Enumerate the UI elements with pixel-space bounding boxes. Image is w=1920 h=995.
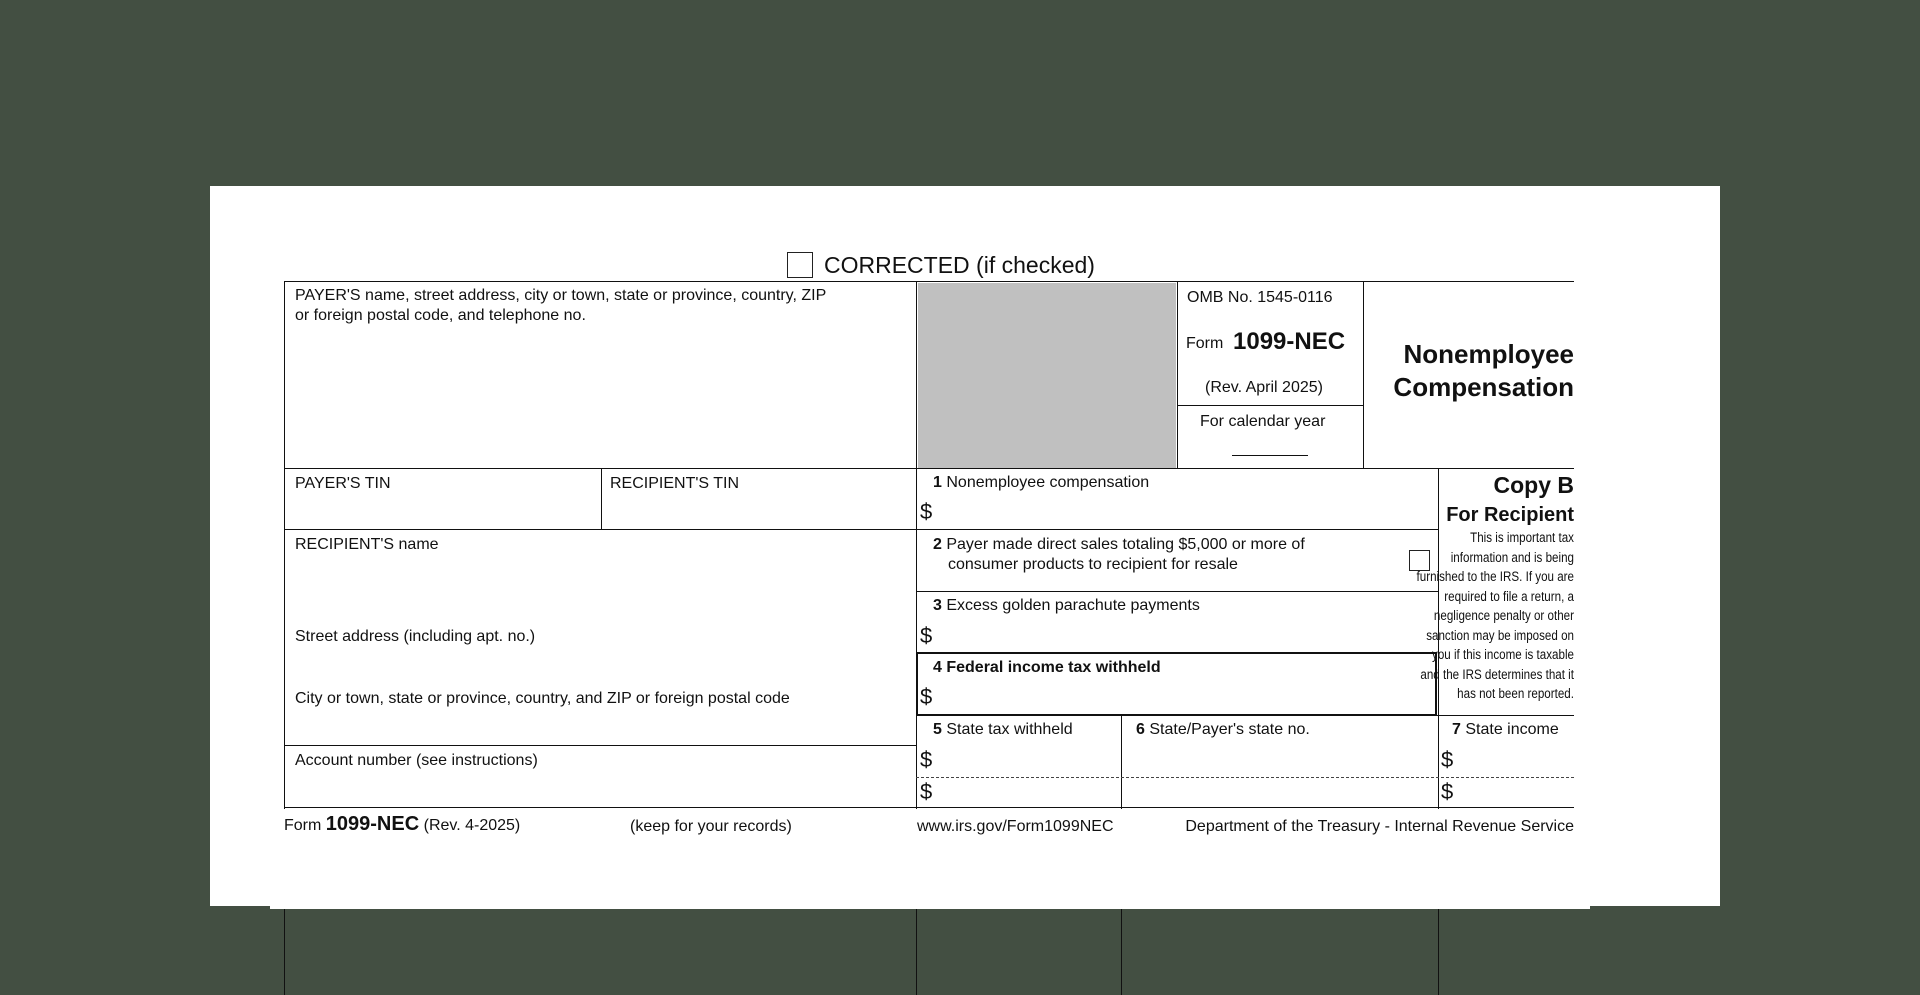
form-title-line1: Nonemployee (1403, 339, 1574, 369)
box7-text: State income (1465, 721, 1559, 738)
form-prefix: Form (1186, 335, 1224, 352)
box4-number: 4 (933, 659, 942, 676)
rule-tin-split (601, 468, 602, 530)
footer-revision: (Rev. 4-2025) (423, 817, 521, 834)
payer-label-line2: or foreign postal code, and telephone no. (295, 307, 586, 324)
notice-line: negligence penalty or other (1433, 608, 1574, 623)
box4-text: Federal income tax withheld (946, 659, 1161, 676)
box2-label-line2: consumer products to recipient for resale (948, 556, 1238, 573)
box2-number: 2 (933, 536, 942, 553)
rule-state-top (916, 715, 1574, 716)
footer-keep-note: (keep for your records) (630, 818, 792, 835)
box2-label-line1 (933, 535, 1305, 555)
footer-form-number: 1099-NEC (325, 813, 420, 835)
box6-number: 6 (1136, 721, 1145, 738)
box3-dollar: $ (920, 623, 933, 648)
box3-text: Excess golden parachute payments (946, 597, 1200, 614)
footer-department: Department of the Treasury - Internal Revenue Service (1185, 818, 1574, 835)
rule-omb-split (1177, 405, 1363, 406)
corrected-checkbox[interactable] (787, 252, 813, 278)
rule-omb-right (1363, 281, 1364, 469)
box5-text: State tax withheld (946, 721, 1073, 738)
copy-title: Copy B (1493, 472, 1574, 498)
box5-number: 5 (933, 721, 942, 738)
notice-line: information and is being (1450, 549, 1574, 565)
corrected-label: CORRECTED (if checked) (824, 252, 1095, 278)
account-number-label: Account number (see instructions) (295, 752, 538, 769)
rule-payer-bottom (284, 468, 1574, 469)
city-label: City or town, state or province, country, and ZIP or foreign postal code (295, 690, 790, 707)
box4-dollar: $ (920, 684, 933, 709)
box5-dollar-2: $ (920, 779, 933, 804)
box1-label (933, 473, 1149, 493)
notice-line: and the IRS determines that it (1420, 666, 1574, 682)
footer-form-id (284, 814, 520, 836)
form-number: 1099-NEC (1233, 328, 1346, 355)
box7-dollar-1: $ (1441, 747, 1454, 772)
rule-tin-bottom (284, 529, 916, 530)
form-paper (210, 186, 1720, 906)
rule-box1-bottom (916, 529, 1438, 530)
notice-line: This is important tax (1470, 530, 1574, 545)
box7-label (1452, 720, 1559, 740)
footer-url[interactable]: www.irs.gov/Form1099NEC (917, 818, 1114, 835)
rule-account-top (284, 745, 916, 746)
box6-label (1136, 720, 1310, 740)
footer-form-prefix: Form (284, 817, 322, 834)
box3-label (933, 596, 1200, 616)
recipient-name-label: RECIPIENT'S name (295, 536, 439, 553)
payer-tin-label: PAYER'S TIN (295, 475, 391, 492)
box1-number: 1 (933, 474, 942, 491)
box6-text: State/Payer's state no. (1149, 721, 1310, 738)
box1-dollar: $ (920, 499, 933, 524)
box7-dollar-2: $ (1441, 779, 1454, 804)
box7-number: 7 (1452, 721, 1461, 738)
copy-subtitle: For Recipient (1446, 504, 1574, 526)
notice-line: furnished to the IRS. If you are (1416, 569, 1574, 584)
shaded-void-area (918, 283, 1176, 468)
rule-top (284, 281, 1574, 282)
calendar-year-input[interactable] (1232, 435, 1308, 456)
box4-label (933, 658, 1161, 678)
box1-text: Nonemployee compensation (946, 474, 1150, 491)
street-address-label: Street address (including apt. no.) (295, 628, 536, 645)
notice-line: required to file a return, a (1444, 588, 1574, 604)
recipient-tin-label: RECIPIENT'S TIN (610, 475, 739, 492)
omb-number: OMB No. 1545-0116 (1187, 289, 1333, 306)
box5-label (933, 720, 1073, 740)
box5-dollar-1: $ (920, 747, 933, 772)
rule-omb-left (1177, 281, 1178, 469)
box2-text-line1: Payer made direct sales totaling $5,000 or more of (946, 536, 1305, 553)
copy-notice (1385, 528, 1574, 704)
rule-state-dashed (916, 777, 1574, 778)
payer-label-line1: PAYER'S name, street address, city or town, state or province, country, ZIP (295, 287, 827, 304)
rule-box2-bottom (916, 591, 1438, 592)
notice-line: has not been reported. (1457, 686, 1574, 701)
payer-input-area[interactable] (290, 328, 910, 462)
form-revision: (Rev. April 2025) (1205, 379, 1323, 396)
notice-line: you if this income is taxable (1432, 647, 1574, 662)
calendar-year-label: For calendar year (1200, 413, 1326, 430)
form-title-line2: Compensation (1393, 372, 1574, 402)
box3-number: 3 (933, 597, 942, 614)
rule-bottom (284, 807, 1574, 808)
notice-line: sanction may be imposed on (1426, 627, 1574, 643)
